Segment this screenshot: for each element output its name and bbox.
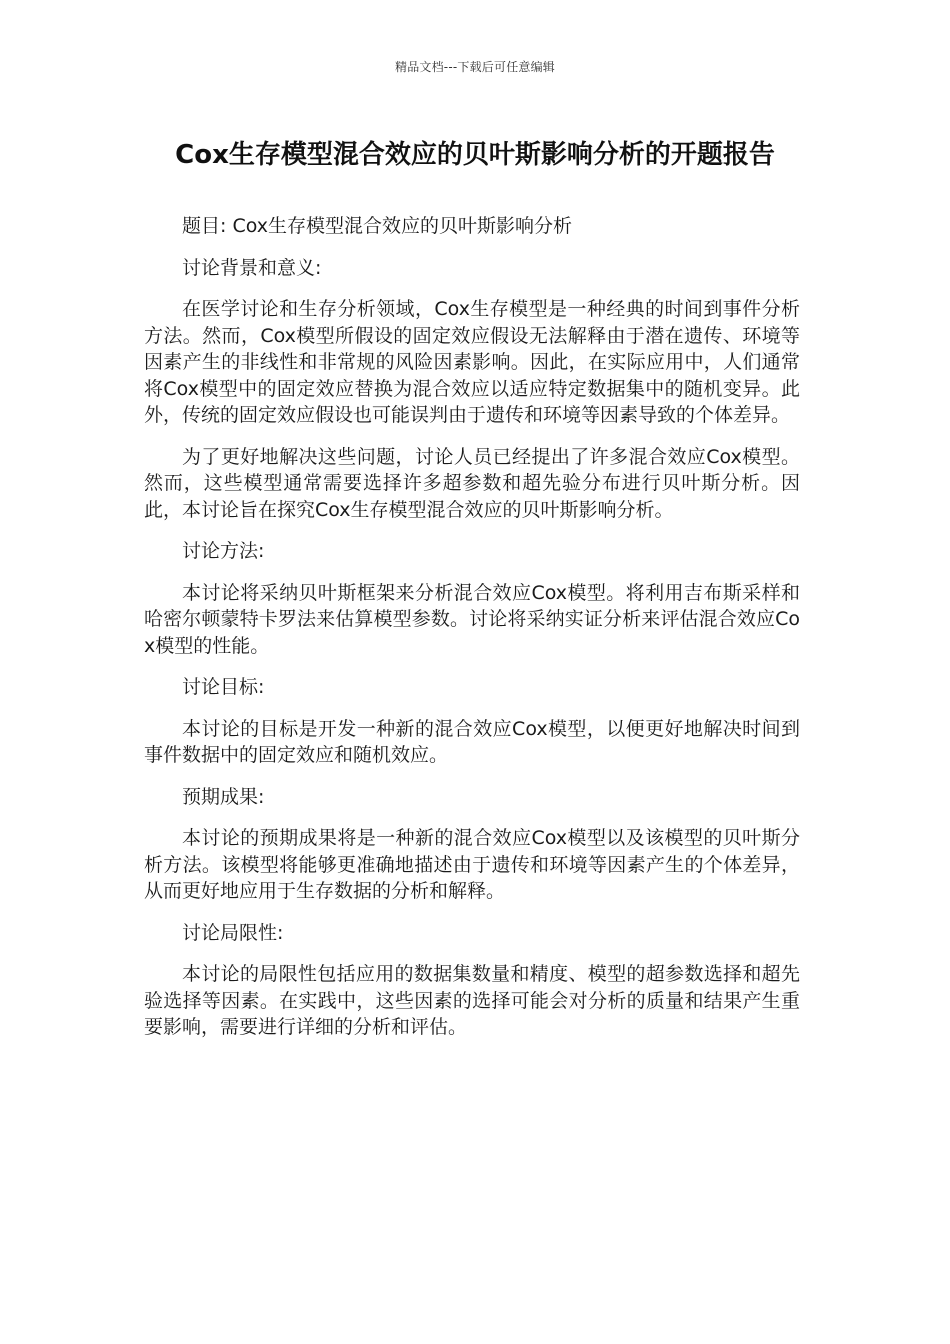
section-heading-method: 讨论方法: <box>182 540 265 562</box>
document-title: Cox生存模型混合效应的贝叶斯影响分析的开题报告 <box>175 140 775 170</box>
limitations-paragraph: 本讨论的局限性包括应用的数据集数量和精度、模型的超参数选择和超先验选择等因素。在实践中，这些因素的选择可能会对分析的质量和结果产生重要影响，需要进行详细的分析和评估。 <box>144 963 800 1038</box>
section-heading-limitations: 讨论局限性: <box>182 921 284 944</box>
background-paragraph-1: 在医学讨论和生存分析领域，Cox生存模型是一种经典的时间到事件分析方法。然而，Cox模型所假设的固定效应假设无法解释由于潜在遗传、环境等因素产生的非线性和非常规的风险因素影响。因此，在实际应用中，人们通常将Cox模型中的固定效应替换为混合效应以适应特定数据集中的随机变异。此外，传统的固定效应假设也可能误判由于遗传和环境等因素导致的个体差异。 <box>144 298 800 426</box>
background-paragraph-2: 为了更好地解决这些问题，讨论人员已经提出了许多混合效应Cox模型。然而，这些模型通常需要选择许多超参数和超先验分布进行贝叶斯分析。因此，本讨论旨在探究Cox生存模型混合效应的贝叶斯影响分析。 <box>144 445 800 521</box>
goal-paragraph: 本讨论的目标是开发一种新的混合效应Cox模型，以便更好地解决时间到事件数据中的固定效应和随机效应。 <box>144 717 800 766</box>
header-note: 精品文档---下载后可任意编辑 <box>395 60 555 74</box>
results-paragraph: 本讨论的预期成果将是一种新的混合效应Cox模型以及该模型的贝叶斯分析方法。该模型将能够更准确地描述由于遗传和环境等因素产生的个体差异，从而更好地应用于生存数据的分析和解释。 <box>144 827 800 902</box>
section-heading-background: 讨论背景和意义: <box>182 256 322 279</box>
method-paragraph: 本讨论将采纳贝叶斯框架来分析混合效应Cox模型。将利用吉布斯采样和哈密尔顿蒙特卡罗法来估算模型参数。讨论将采纳实证分析来评估混合效应Cox模型的性能。 <box>144 581 800 657</box>
topic-line: 题目: Cox生存模型混合效应的贝叶斯影响分析 <box>182 215 572 237</box>
document-body <box>144 213 800 1056</box>
section-heading-goal: 讨论目标: <box>182 676 265 698</box>
section-heading-results: 预期成果: <box>182 785 265 808</box>
